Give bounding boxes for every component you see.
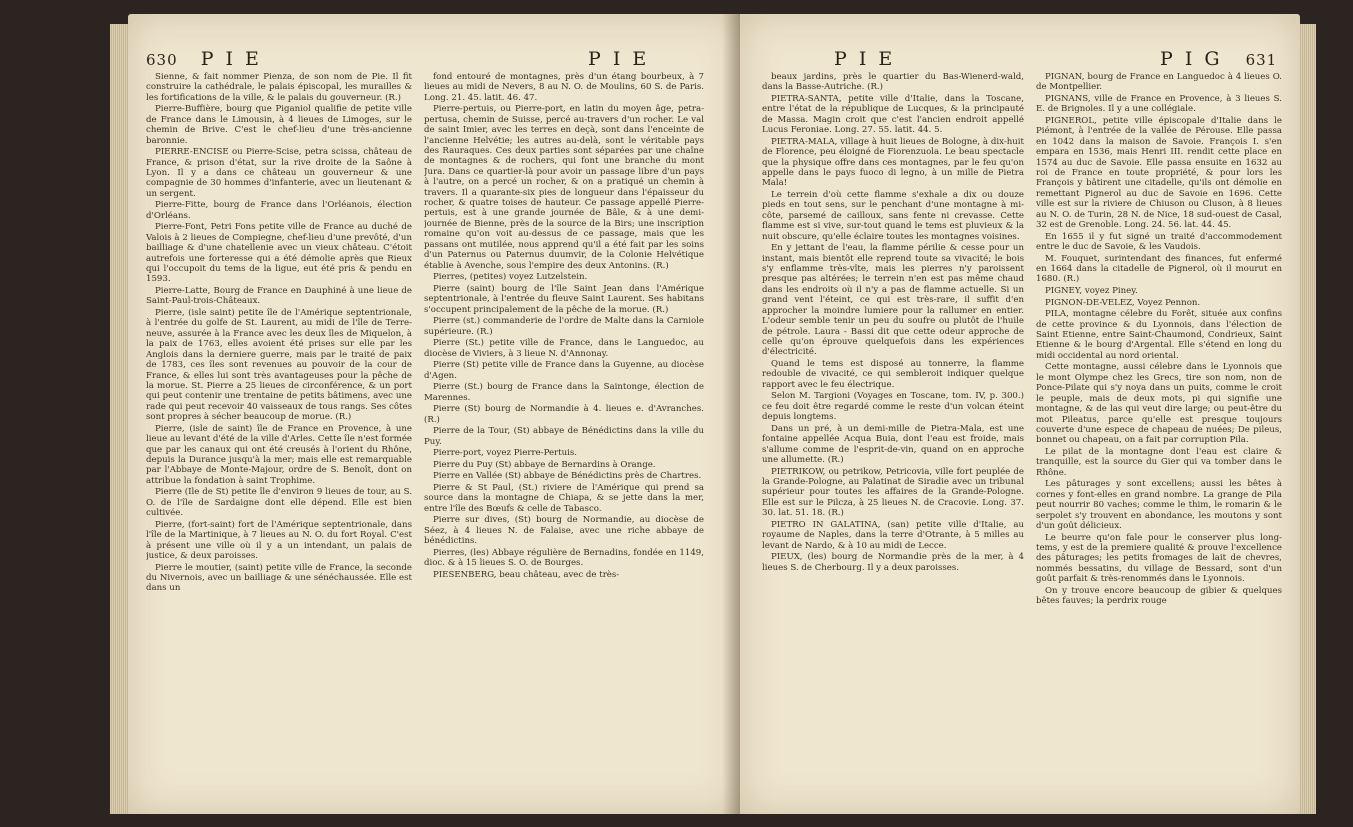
article-paragraph: En 1655 il y fut signé un traité d'accommodement entre le duc de Savoie, & les Vaudois.	[1036, 231, 1282, 253]
article-paragraph: PIETRA-SANTA, petite ville d'Italie, dans la Toscane, entre l'état de la république de Lucques, & la principauté de Massa. Magin croit que c'est l'ancien endroit appellé Lucus Feroniae. Long. 27. 55. latit. 44. 5.	[762, 94, 1024, 136]
header-word: P I E	[834, 48, 896, 70]
article-paragraph: Pierre-Buffière, bourg que Piganiol qualifie de petite ville de France dans le Limousin, à 4 lieues de Limoges, sur le chemin de Brive. C'est le chef-lieu d'une très-ancienne baronnie.	[146, 104, 412, 146]
article-paragraph: Pierre-Fitte, bourg de France dans l'Orléanois, élection d'Orléans.	[146, 200, 412, 221]
left-page-column-1	[146, 72, 412, 802]
article-paragraph: PIGNANS, ville de France en Provence, à 3 lieues S. E. de Brignoles. Il y a une collégiale.	[1036, 94, 1282, 115]
header-word: P I G	[1160, 48, 1223, 70]
article-paragraph: Pierre, (fort-saint) fort de l'Amérique septentrionale, dans l'île de la Martinique, à 7 lieues au N. O. du fort Royal. C'est à présent une ville où il y a un intendant, un palais de justice, & deux paroisses.	[146, 519, 412, 561]
article-paragraph: Selon M. Targioni (Voyages en Toscane, tom. IV, p. 300.) ce feu doit être regardé comme le reste d'un volcan éteint depuis longtems.	[762, 391, 1024, 423]
article-paragraph: PIERRE-ENCISE ou Pierre-Scise, petra scissa, château de France, & prison d'état, sur la rive droite de la Saône à Lyon. Il y a dans ce château un gouverneur & une compagnie de 30 hommes d'infanterie, avec un lieutenant & un sergent.	[146, 147, 412, 199]
article-paragraph: Pierre-Font, Petri Fons petite ville de France au duché de Valois à 2 lieues de Compiegne, chef-lieu d'une prevôté, d'un bailliage & d'une chatellenie avec un vieux château. C'étoit autrefois une forteresse qui a été démolie après que Rieux qui l'occupoit du tems de la ligue, eut été pris & pendu en 1593.	[146, 222, 412, 285]
open-book	[50, 14, 1290, 820]
article-paragraph: Pierre (St.) petite ville de France, dans le Languedoc, au diocèse de Viviers, à 3 lieue N. d'Annonay.	[424, 338, 704, 359]
left-running-header-right	[588, 48, 649, 70]
article-paragraph: Pierre-pertuis, ou Pierre-port, en latin du moyen âge, petra-pertusa, chemin de Suisse, percé au-travers d'un rocher. Le val de saint Imier, avec les terres en deçà, sont dans l'enceinte de l'ancienne Helvétie; les autres au-delà, sont le véritable pays des Rauraques. Ces deux parties sont séparées par une chaîne de montagnes & de rochers, qui font une branche du mont Jura. Dans ce quartier-là pour avoir un passage libre d'un pays à l'autre, on a percé un rocher, & on a pratiqué un chemin à travers. Il a quarante-six pies de longueur dans l'épaisseur du rocher, & quatre toises de hauteur. Ce passage appellé Pierre-pertuis, est à une grande journée de Bâle, & à une demi-journée de Bienne, près de la source de la Birs; une inscription romaine qu'on voit au-dessus de ce passage, mais que les passans ont mutilée, nous apprend qu'il a été fait par les soins d'un Paternus ou Paternus duumvir, de la Colonie Helvétique établie à Avenche, sous l'empire des deux Antonins. (R.)	[424, 104, 704, 271]
article-paragraph: Pierre (St) petite ville de France dans la Guyenne, au diocèse d'Agen.	[424, 360, 704, 381]
left-running-header	[146, 48, 262, 70]
header-word: P I E	[200, 48, 262, 70]
article-paragraph: Pierre, (isle de saint) île de France en Provence, à une lieue au levant d'été de la ville d'Arles. Cette île n'est formée que par les canaux qui ont été creusés à l'orient du Rhône, depuis la Durance jusqu'à la mer; mais elle est remarquable par l'Abbaye de Monte-Majour, ordre de S. Benoît, dont on attribue la fondation à saint Trophime.	[146, 423, 412, 486]
article-paragraph: Pierre-port, voyez Pierre-Pertuis.	[433, 448, 578, 459]
article-paragraph: Pierre (st.) commanderie de l'ordre de Malte dans la Carniole supérieure. (R.)	[424, 316, 704, 337]
header-word: P I E	[588, 48, 650, 70]
article-paragraph: Pierre le moutier, (saint) petite ville de France, la seconde du Nivernois, avec un bailliage & une sénéchaussée. Elle est dans un	[146, 562, 412, 594]
page-number-left: 630	[146, 51, 178, 69]
article-paragraph: Pierre & St Paul, (St.) riviere de l'Amérique qui prend sa source dans la montagne de Chiapa, & se jette dans la mer, entre l'île des Bœufs & celle de Tabasco.	[424, 482, 704, 514]
article-paragraph: Pierres, (petites) voyez Lutzelstein.	[433, 272, 588, 283]
article-paragraph: PIESENBERG, beau château, avec de très-	[433, 569, 620, 580]
article-paragraph: Le beurre qu'on fale pour le conserver plus long-tems, y est de la premiere qualité & prouve l'excellence des pâturages; les petits fromages de lait de chevres, nommés bessatins, du village de Bessard, sont d'un goût parfait & très-renommés dans le Lyonnois.	[1036, 532, 1282, 585]
article-paragraph: Pierre (St.) bourg de France dans la Saintonge, élection de Marennes.	[424, 382, 704, 403]
article-paragraph: fond entouré de montagnes, près d'un étang bourbeux, à 7 lieues au midi de Nevers, 8 au N. O. de Moulins, 60 S. de Paris. Long. 21. 45. latit. 46. 47.	[424, 72, 704, 103]
article-paragraph: Cette montagne, aussi célebre dans le Lyonnois que le mont Olympe chez les Grecs, tire son nom, non de Ponce-Pilate qui s'y noya dans un puits, comme le croit le peuple, mais de deux mots, pi qui signifie une montagne, & de las qui veut dire large; ou peut-être du mot Pileatus, parce qu'elle est presque toujours couverte d'une espece de chapeau de nuées; De pileus, bonnet ou chapeau, on a fait par corruption Pila.	[1036, 362, 1282, 446]
left-page	[128, 14, 740, 814]
article-paragraph: PIGNAN, bourg de France en Languedoc à 4 lieues O. de Montpellier.	[1036, 72, 1282, 93]
article-paragraph: PIETRIKOW, ou petrikow, Petricovia, ville fort peuplée de la Grande-Pologne, au Palatinat de Siradie avec un tribunal supérieur pour toutes les affaires de la Grande-Pologne. Elle est sur le Pilcza, à 25 lieues N. de Cracovie. Long. 37. 30. lat. 51. 18. (R.)	[762, 466, 1024, 519]
article-paragraph: PIGNON-DE-VELEZ, Voyez Pennon.	[1045, 297, 1201, 308]
article-paragraph: Dans un pré, à un demi-mille de Pietra-Mala, est une fontaine appellée Acqua Buia, dont l'eau est froide, mais s'allume comme de l'esprit-de-vin, quand on en approche une allumette. (R.)	[762, 423, 1024, 465]
right-page-column-1	[762, 72, 1024, 802]
right-page-column-2	[1036, 72, 1282, 802]
right-page	[740, 14, 1300, 814]
article-paragraph: On y trouve encore beaucoup de gibier & quelques bêtes fauves; la perdrix rouge	[1036, 585, 1282, 607]
article-paragraph: M. Fouquet, surintendant des finances, fut enfermé en 1664 dans la citadelle de Pignerol, où il mourut en 1680. (R.)	[1036, 253, 1282, 285]
article-paragraph: Pierre sur dives, (St) bourg de Normandie, au diocèse de Séez, à 4 lieues N. de Falaise, avec une riche abbaye de bénédictins.	[424, 515, 704, 547]
article-paragraph: Pierres, (les) Abbaye régulière de Bernadins, fondée en 1149, dioc. & à 15 lieues S. O. de Bourges.	[424, 547, 704, 569]
page-number-right: 631	[1245, 51, 1278, 69]
article-paragraph: PIGNEROL, petite ville épiscopale d'Italie dans le Piémont, à l'entrée de la vallée de Pérouse. Elle passa en 1042 dans la maison de Savoie. François I. s'en empara en 1536, mais Henri III. rendit cette place en 1574 au duc de Savoie. Elle passa ensuite en 1632 au roi de France en toute propriété, & pour lors les François y bâtirent une citadelle, qu'ils ont démolie en remettant Pignerol au duc de Savoie en 1696. Cette ville est sur la riviere de Chiuson ou Cluson, à 8 lieues au N. O. de Turin, 28 N. de Nice, 18 sud-ouest de Casal, 32 est de Grenoble. Long. 24. 56. lat. 44. 45.	[1036, 116, 1282, 231]
article-paragraph: PIGNEY, voyez Piney.	[1045, 286, 1138, 297]
article-paragraph: PILA, montagne célebre du Forêt, située aux confins de cette province & du Lyonnois, dans l'élection de Saint Etienne, entre Saint-Chaumond, Condrieux, Saint Etienne & le bourg d'Argental. Elle s'étend en long du midi occidental au nord oriental.	[1036, 309, 1282, 361]
article-paragraph: Quand le tems est disposé au tonnerre, la flamme redouble de vivacité, ce qui sembleroit indiquer quelque rapport avec le feu électrique.	[762, 358, 1024, 390]
article-paragraph: Pierre de la Tour, (St) abbaye de Bénédictins dans la ville du Puy.	[424, 426, 704, 447]
article-paragraph: Les pâturages y sont excellens; aussi les bêtes à cornes y font-elles en grand nombre. La grange de Pila peut nourrir 80 vaches; comme le thim, le romarin & le serpolet s'y trouvent en abondance, les moutons y sont d'un goût délicieux.	[1036, 479, 1282, 531]
article-paragraph: Pierre en Vallée (St) abbaye de Bénédictins près de Chartres.	[433, 471, 702, 482]
article-paragraph: Pierre (St) bourg de Normandie à 4. lieues e. d'Avranches. (R.)	[424, 404, 704, 425]
article-paragraph: Pierre du Puy (St) abbaye de Bernardins à Orange.	[433, 459, 656, 470]
article-paragraph: Le terrein d'où cette flamme s'exhale a dix ou douze pieds en tout sens, sur le penchant d'une montagne à mi-côte, parsemé de cailloux, sans fente ni crevasse. Cette flamme est si vive, sur-tout quand le tems est pluvieux & la nuit obscure, qu'elle éclaire toutes les montagnes voisines.	[762, 190, 1024, 242]
article-paragraph: beaux jardins, près le quartier du Bas-Wienerd-wald, dans la Basse-Autriche. (R.)	[762, 72, 1024, 93]
article-paragraph: Le pilat de la montagne dont l'eau est claire & tranquille, est la source du Gier qui va tomber dans le Rhône.	[1036, 446, 1282, 478]
article-paragraph: PIETRA-MALA, village à huit lieues de Bologne, à dix-huit de Florence, peu éloigné de Fiorenzuola. Le beau spectacle que la physique offre dans ces montagnes, par le feu qu'on appelle dans le pays fuoco di legno, à un mille de Pietra Mala!	[762, 136, 1024, 189]
article-paragraph: En y jettant de l'eau, la flamme périlie & cesse pour un instant, mais bientôt elle reprend toute sa vivacité; le bois s'y enflamme très-vîte, mais les pierres n'y paroissent presque pas altérées; le terrein n'en est pas même chaud dans les endroits où il n'y a pas de flamme actuelle. Si un grand vent l'éteint, ce qui est très-rare, il suffit d'en approcher la moindre lumiere pour la rallumer en entier. L'odeur semble tenir un peu du soufre ou plutôt de l'huile de pétrole. Laura - Bassi dit que cette odeur approche de celle qu'on éprouve quelquefois dans les expériences d'électricité.	[762, 243, 1024, 358]
article-paragraph: Pierre, (isle saint) petite île de l'Amérique septentrionale, à l'entrée du golfe de St. Laurent, au midi de l'île de Terre-neuve, assurée à la France avec les deux îles de Miquelon, à la paix de 1763, elles avoient été prises sur elle par les Anglois dans la derniere guerre, mais par le traité de paix de 1783, ces îles sont revenues au pouvoir de la cour de France, & elles lui sont très avantageuses pour la pêche de la morue. St. Pierre a 25 lieues de circonférence, & un port qui peut contenir une trentaine de petits bâtimens, avec une rade qui peut recevoir 40 vaisseaux de tous rangs. Ses côtes sont propres à sécher beaucoup de morue. (R.)	[146, 308, 412, 423]
right-running-header	[1160, 48, 1277, 70]
article-paragraph: Pierre-Latte, Bourg de France en Dauphiné à une lieue de Saint-Paul-trois-Châteaux.	[146, 286, 412, 307]
right-running-header-left	[834, 48, 895, 70]
article-paragraph: Pierre (saint) bourg de l'île Saint Jean dans l'Amérique septentrionale, à l'entrée du fleuve Saint Laurent. Ses habitans s'occupent principalement de la pêche de la morue. (R.)	[424, 283, 704, 315]
article-paragraph: PIETRO IN GALATINA, (san) petite ville d'Italie, au royaume de Naples, dans la terre d'Otrante, à 5 milles au levant de Nardo, & à 10 au midi de Lecce.	[762, 519, 1024, 551]
article-paragraph: Pierre (Ile de St) petite île d'environ 9 lieues de tour, au S. O. de l'île de Sardaigne dont elle dépend. Elle est bien cultivée.	[146, 487, 412, 519]
article-paragraph: PIEUX, (les) bourg de Normandie près de la mer, à 4 lieues S. de Cherbourg. Il y a deux paroisses.	[762, 552, 1024, 573]
article-paragraph: Sienne, & fait nommer Pienza, de son nom de Pie. Il fit construire la cathédrale, le palais épiscopal, les murailles & les fortifications de la ville, & le palais du gouverneur. (R.)	[146, 72, 412, 103]
left-page-column-2	[424, 72, 704, 802]
